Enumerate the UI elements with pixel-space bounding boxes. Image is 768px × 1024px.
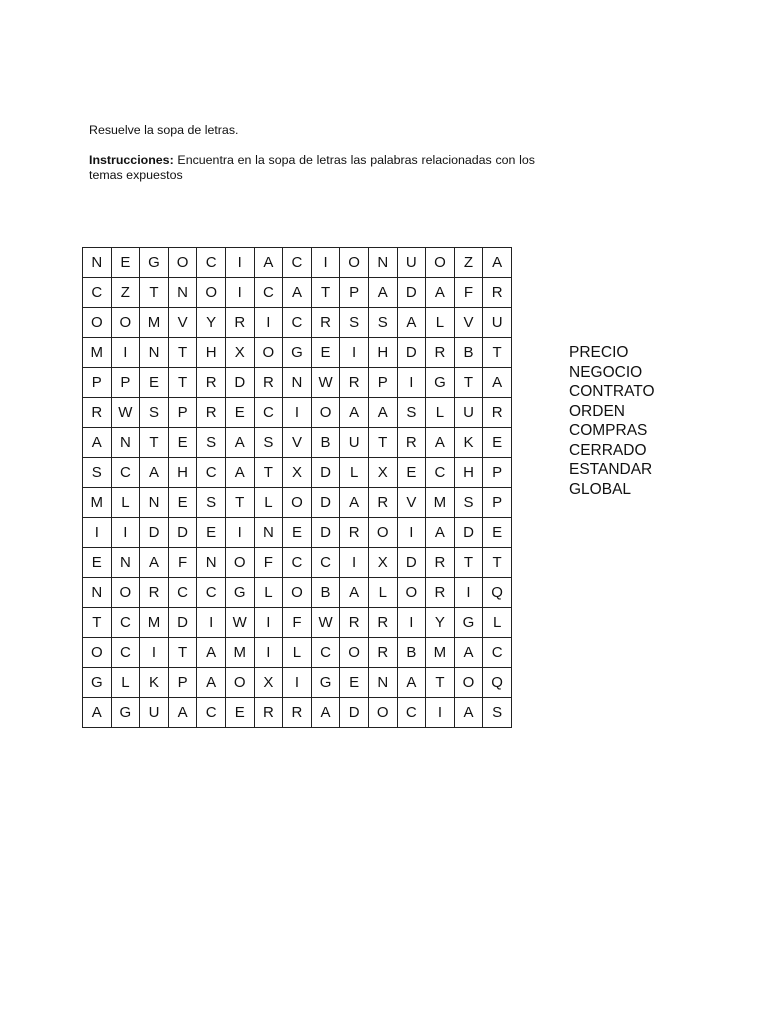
grid-cell: R <box>368 638 397 668</box>
grid-cell: T <box>168 338 197 368</box>
grid-cell: O <box>83 308 112 338</box>
grid-row <box>83 638 512 668</box>
grid-cell: U <box>483 308 512 338</box>
grid-cell: W <box>111 398 140 428</box>
grid-cell: L <box>483 608 512 638</box>
intro-line: Resuelve la sopa de letras. <box>89 123 239 137</box>
grid-cell: E <box>483 428 512 458</box>
grid-row <box>83 548 512 578</box>
grid-cell: T <box>454 548 483 578</box>
grid-cell: E <box>225 698 254 728</box>
word-list-item: GLOBAL <box>569 480 632 498</box>
grid-cell: C <box>83 278 112 308</box>
grid-cell: I <box>197 608 226 638</box>
grid-cell: B <box>311 428 340 458</box>
grid-cell: T <box>368 428 397 458</box>
grid-cell: O <box>454 668 483 698</box>
grid-cell: G <box>140 248 169 278</box>
grid-row <box>83 578 512 608</box>
grid-cell: S <box>368 308 397 338</box>
grid-cell: G <box>283 338 312 368</box>
grid-cell: R <box>368 488 397 518</box>
grid-cell: S <box>340 308 369 338</box>
grid-cell: O <box>340 638 369 668</box>
grid-cell: D <box>397 548 426 578</box>
grid-cell: H <box>368 338 397 368</box>
grid-cell: O <box>397 578 426 608</box>
grid-cell: E <box>168 488 197 518</box>
grid-cell: T <box>254 458 283 488</box>
grid-cell: A <box>197 668 226 698</box>
grid-cell: I <box>397 368 426 398</box>
instructions-label: Instrucciones: <box>89 153 174 167</box>
grid-cell: E <box>283 518 312 548</box>
grid-cell: I <box>283 398 312 428</box>
grid-row <box>83 338 512 368</box>
grid-cell: R <box>426 548 455 578</box>
grid-cell: C <box>311 548 340 578</box>
grid-cell: E <box>197 518 226 548</box>
grid-cell: T <box>311 278 340 308</box>
grid-row <box>83 458 512 488</box>
grid-cell: Z <box>454 248 483 278</box>
instructions-block <box>89 123 535 183</box>
grid-cell: C <box>197 698 226 728</box>
grid-cell: O <box>311 398 340 428</box>
grid-cell: G <box>454 608 483 638</box>
grid-cell: M <box>140 308 169 338</box>
grid-row <box>83 608 512 638</box>
grid-cell: P <box>483 488 512 518</box>
grid-cell: E <box>111 248 140 278</box>
grid-cell: K <box>454 428 483 458</box>
grid-cell: E <box>340 668 369 698</box>
grid-cell: S <box>197 488 226 518</box>
grid-cell: I <box>340 338 369 368</box>
grid-cell: E <box>311 338 340 368</box>
word-list-item: ORDEN <box>569 402 625 420</box>
grid-cell: S <box>140 398 169 428</box>
grid-cell: C <box>168 578 197 608</box>
grid-cell: H <box>168 458 197 488</box>
grid-cell: M <box>426 488 455 518</box>
grid-cell: A <box>340 398 369 428</box>
grid-cell: O <box>368 518 397 548</box>
grid-cell: C <box>397 698 426 728</box>
grid-row <box>83 488 512 518</box>
grid-cell: U <box>340 428 369 458</box>
grid-cell: A <box>283 278 312 308</box>
grid-cell: R <box>340 608 369 638</box>
grid-cell: C <box>111 608 140 638</box>
grid-cell: U <box>140 698 169 728</box>
grid-cell: N <box>197 548 226 578</box>
grid-cell: A <box>254 248 283 278</box>
grid-cell: I <box>397 518 426 548</box>
grid-cell: R <box>225 308 254 338</box>
grid-cell: H <box>454 458 483 488</box>
grid-cell: X <box>368 548 397 578</box>
grid-cell: G <box>83 668 112 698</box>
grid-cell: F <box>454 278 483 308</box>
grid-cell: C <box>111 458 140 488</box>
grid-cell: N <box>368 248 397 278</box>
instructions-paragraph <box>89 153 535 183</box>
grid-row <box>83 308 512 338</box>
grid-row <box>83 698 512 728</box>
grid-cell: S <box>454 488 483 518</box>
grid-cell: B <box>454 338 483 368</box>
grid-cell: I <box>254 638 283 668</box>
grid-cell: M <box>83 488 112 518</box>
grid-cell: O <box>225 668 254 698</box>
grid-cell: D <box>397 278 426 308</box>
instructions-text: Encuentra en la sopa de letras las palabras relacionadas con los temas expuestos <box>89 153 535 182</box>
grid-cell: R <box>426 338 455 368</box>
grid-cell: P <box>483 458 512 488</box>
grid-cell: C <box>197 578 226 608</box>
grid-cell: D <box>454 518 483 548</box>
grid-cell: V <box>283 428 312 458</box>
grid-row <box>83 368 512 398</box>
grid-cell: Y <box>426 608 455 638</box>
grid-cell: I <box>225 518 254 548</box>
grid-cell: I <box>140 638 169 668</box>
grid-cell: W <box>311 608 340 638</box>
grid-cell: N <box>283 368 312 398</box>
grid-cell: D <box>340 698 369 728</box>
grid-cell: D <box>311 458 340 488</box>
grid-cell: D <box>225 368 254 398</box>
grid-cell: G <box>111 698 140 728</box>
grid-cell: G <box>225 578 254 608</box>
grid-cell: N <box>254 518 283 548</box>
grid-cell: E <box>483 518 512 548</box>
grid-cell: P <box>340 278 369 308</box>
word-list-item: COMPRAS <box>569 422 648 439</box>
grid-cell: O <box>368 698 397 728</box>
grid-cell: O <box>225 548 254 578</box>
grid-cell: C <box>283 248 312 278</box>
grid-cell: Q <box>483 578 512 608</box>
grid-cell: S <box>83 458 112 488</box>
grid-cell: Q <box>483 668 512 698</box>
grid-cell: I <box>83 518 112 548</box>
grid-cell: T <box>483 548 512 578</box>
grid-cell: A <box>483 248 512 278</box>
grid-cell: L <box>254 488 283 518</box>
grid-cell: A <box>83 428 112 458</box>
grid-cell: A <box>397 308 426 338</box>
grid-cell: O <box>283 578 312 608</box>
grid-cell: M <box>426 638 455 668</box>
grid-cell: S <box>254 428 283 458</box>
grid-cell: V <box>168 308 197 338</box>
grid-cell: S <box>197 428 226 458</box>
grid-cell: A <box>340 578 369 608</box>
grid-cell: G <box>311 668 340 698</box>
grid-cell: R <box>340 368 369 398</box>
grid-cell: A <box>140 548 169 578</box>
grid-cell: G <box>426 368 455 398</box>
grid-cell: P <box>83 368 112 398</box>
grid-cell: R <box>83 398 112 428</box>
grid-cell: L <box>340 458 369 488</box>
grid-cell: C <box>254 278 283 308</box>
grid-cell: M <box>225 638 254 668</box>
grid-row <box>83 668 512 698</box>
grid-cell: E <box>83 548 112 578</box>
grid-row <box>83 398 512 428</box>
grid-cell: R <box>483 398 512 428</box>
grid-cell: R <box>368 608 397 638</box>
grid-cell: F <box>254 548 283 578</box>
word-list <box>569 343 655 499</box>
grid-cell: A <box>368 398 397 428</box>
grid-cell: I <box>340 548 369 578</box>
grid-row <box>83 248 512 278</box>
grid-cell: T <box>83 608 112 638</box>
grid-cell: L <box>426 308 455 338</box>
grid-cell: A <box>140 458 169 488</box>
grid-cell: R <box>254 698 283 728</box>
grid-row <box>83 518 512 548</box>
word-list-item: NEGOCIO <box>569 363 643 381</box>
grid-row <box>83 278 512 308</box>
grid-cell: D <box>168 518 197 548</box>
grid-cell: P <box>168 398 197 428</box>
grid-cell: L <box>368 578 397 608</box>
grid-cell: W <box>225 608 254 638</box>
grid-cell: R <box>426 578 455 608</box>
grid-cell: M <box>140 608 169 638</box>
grid-cell: F <box>283 608 312 638</box>
grid-cell: C <box>283 308 312 338</box>
grid-cell: A <box>168 698 197 728</box>
grid-cell: I <box>225 248 254 278</box>
word-list-item: ESTANDAR <box>569 461 653 478</box>
grid-cell: N <box>140 338 169 368</box>
grid-cell: R <box>197 368 226 398</box>
grid-cell: A <box>340 488 369 518</box>
grid-cell: C <box>197 458 226 488</box>
grid-cell: A <box>426 518 455 548</box>
grid-cell: I <box>254 608 283 638</box>
grid-cell: A <box>83 698 112 728</box>
grid-cell: W <box>311 368 340 398</box>
grid-cell: F <box>168 548 197 578</box>
grid-cell: A <box>426 278 455 308</box>
grid-cell: R <box>340 518 369 548</box>
grid-cell: Z <box>111 278 140 308</box>
grid-cell: D <box>168 608 197 638</box>
grid-cell: D <box>140 518 169 548</box>
grid-cell: N <box>111 548 140 578</box>
grid-cell: N <box>83 578 112 608</box>
grid-cell: R <box>140 578 169 608</box>
grid-cell: A <box>426 428 455 458</box>
grid-cell: X <box>283 458 312 488</box>
grid-cell: M <box>83 338 112 368</box>
grid-cell: X <box>368 458 397 488</box>
grid-cell: O <box>197 278 226 308</box>
grid-cell: C <box>197 248 226 278</box>
grid-cell: L <box>254 578 283 608</box>
grid-cell: R <box>311 308 340 338</box>
grid-cell: I <box>225 278 254 308</box>
grid-cell: N <box>83 248 112 278</box>
grid-cell: D <box>397 338 426 368</box>
grid-cell: I <box>311 248 340 278</box>
grid-cell: P <box>168 668 197 698</box>
grid-cell: A <box>225 458 254 488</box>
grid-row <box>83 428 512 458</box>
grid-cell: N <box>140 488 169 518</box>
grid-cell: O <box>168 248 197 278</box>
grid-cell: A <box>397 668 426 698</box>
grid-cell: L <box>111 668 140 698</box>
grid-cell: I <box>111 338 140 368</box>
grid-cell: O <box>254 338 283 368</box>
grid-cell: E <box>168 428 197 458</box>
grid-cell: L <box>111 488 140 518</box>
grid-cell: T <box>454 368 483 398</box>
word-search-grid <box>82 247 512 728</box>
word-list-item: PRECIO <box>569 344 629 361</box>
grid-cell: A <box>454 638 483 668</box>
grid-cell: R <box>483 278 512 308</box>
grid-cell: I <box>111 518 140 548</box>
grid-cell: O <box>283 488 312 518</box>
grid-cell: B <box>311 578 340 608</box>
grid-cell: D <box>311 518 340 548</box>
grid-cell: T <box>168 368 197 398</box>
grid-cell: N <box>111 428 140 458</box>
grid-cell: N <box>168 278 197 308</box>
grid-cell: C <box>311 638 340 668</box>
grid-cell: B <box>397 638 426 668</box>
grid-cell: U <box>454 398 483 428</box>
grid-cell: S <box>397 398 426 428</box>
word-list-item: CONTRATO <box>569 383 655 400</box>
grid-cell: U <box>397 248 426 278</box>
grid-cell: N <box>368 668 397 698</box>
grid-cell: A <box>197 638 226 668</box>
grid-cell: A <box>483 368 512 398</box>
word-list-item: CERRADO <box>569 441 647 459</box>
grid-cell: I <box>426 698 455 728</box>
grid-cell: A <box>368 278 397 308</box>
grid-cell: I <box>397 608 426 638</box>
grid-cell: C <box>283 548 312 578</box>
grid-cell: E <box>397 458 426 488</box>
grid-cell: O <box>111 308 140 338</box>
grid-cell: R <box>197 398 226 428</box>
grid-cell: T <box>140 428 169 458</box>
grid-cell: A <box>311 698 340 728</box>
grid-cell: C <box>111 638 140 668</box>
grid-cell: L <box>283 638 312 668</box>
grid-cell: D <box>311 488 340 518</box>
grid-cell: Y <box>197 308 226 338</box>
grid-cell: E <box>140 368 169 398</box>
grid-cell: O <box>111 578 140 608</box>
grid-cell: T <box>168 638 197 668</box>
grid-cell: P <box>111 368 140 398</box>
grid-cell: A <box>454 698 483 728</box>
grid-cell: I <box>254 308 283 338</box>
grid-cell: S <box>483 698 512 728</box>
grid-cell: R <box>397 428 426 458</box>
grid-cell: T <box>426 668 455 698</box>
grid-cell: E <box>225 398 254 428</box>
grid-cell: C <box>426 458 455 488</box>
grid-cell: K <box>140 668 169 698</box>
grid-cell: O <box>426 248 455 278</box>
grid-cell: L <box>426 398 455 428</box>
grid-cell: R <box>283 698 312 728</box>
grid-cell: C <box>254 398 283 428</box>
grid-cell: O <box>340 248 369 278</box>
grid-cell: C <box>483 638 512 668</box>
grid-cell: O <box>83 638 112 668</box>
grid-cell: V <box>397 488 426 518</box>
grid-cell: X <box>254 668 283 698</box>
grid-cell: H <box>197 338 226 368</box>
grid-cell: T <box>225 488 254 518</box>
grid-cell: T <box>140 278 169 308</box>
grid-cell: R <box>254 368 283 398</box>
grid-cell: A <box>225 428 254 458</box>
grid-cell: P <box>368 368 397 398</box>
grid-cell: T <box>483 338 512 368</box>
grid-cell: V <box>454 308 483 338</box>
grid-cell: I <box>454 578 483 608</box>
grid-cell: I <box>283 668 312 698</box>
grid-cell: X <box>225 338 254 368</box>
